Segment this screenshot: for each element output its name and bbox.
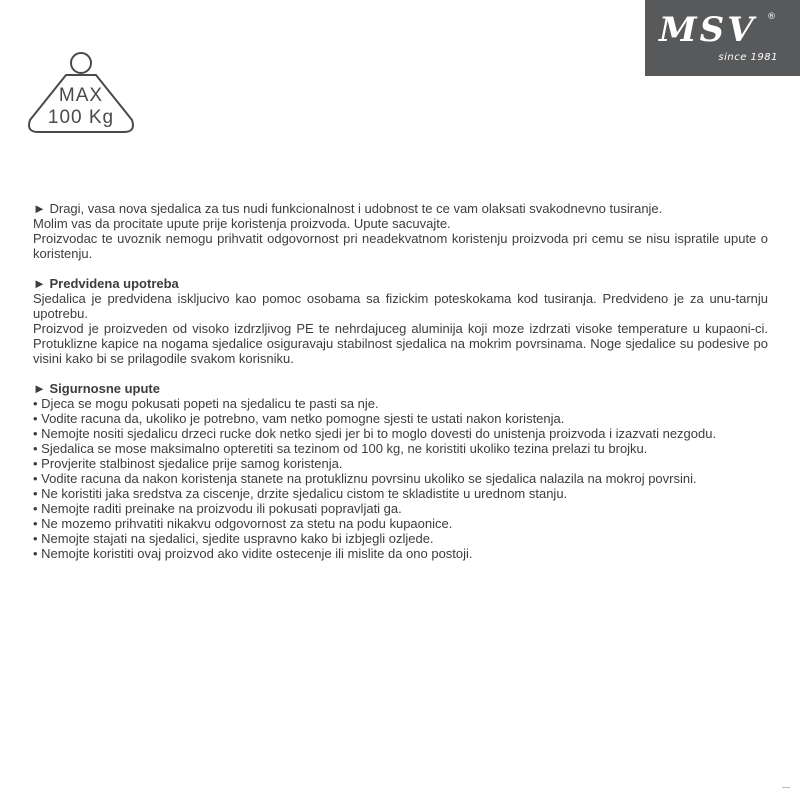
registered-mark: ®	[767, 12, 776, 22]
instructions-text	[33, 201, 768, 561]
page-edge-mark	[782, 787, 790, 788]
brand-logo	[645, 0, 800, 76]
list-item: • Ne koristiti jaka sredstva za ciscenje, drzite sjedalicu cistom te skladistite u urednom stanju.	[33, 486, 568, 501]
intended-use-section	[33, 276, 768, 366]
intended-use-heading: ► Predvidena upotreba	[33, 276, 179, 291]
safety-section	[33, 381, 768, 561]
list-item: • Ne mozemo prihvatiti nikakvu odgovornost za stetu na podu kupaonice.	[33, 516, 453, 531]
list-item: • Provjerite stalbinost sjedalice prije samog koristenja.	[33, 456, 343, 471]
brand-name: MSV	[659, 10, 757, 50]
list-item: • Nemojte stajati na sjedalici, sjedite uspravno kako bi izbjegli ozljede.	[33, 531, 434, 546]
weight-max-label: MAX	[58, 85, 104, 106]
intro-line-3: Proizvodac te uvoznik nemogu prihvatit odgovornost pri neadekvatnom koristenju proizvoda pri cemu se nisu ispratile upute o koristenju.	[33, 231, 768, 261]
weight-limit-label: 100 Kg	[47, 107, 115, 128]
intro-line-1: ► Dragi, vasa nova sjedalica za tus nudi funkcionalnost i udobnost te ce vam olaksati svakodnevno tusiranje.	[33, 201, 663, 216]
list-item: • Nemojte koristiti ovaj proizvod ako vidite ostecenje ili mislite da ono postoji.	[33, 546, 473, 561]
intended-use-para-2: Proizvod je proizveden od visoko izdrzljivog PE te nehrdajuceg aluminija koji moze izdrzati visoke temperature u kupaoni-ci. Protuklizne kapice na nogama sjedalice osiguravaju stabilnost sjedalica na mokrim povrsinama. Noge sjedalice su podesive po visini kako bi se prilagodile svakom korisniku.	[33, 321, 768, 366]
safety-heading: ► Sigurnosne upute	[33, 381, 160, 396]
intended-use-para-1: Sjedalica je predvidena iskljucivo kao pomoc osobama sa fizickim poteskokama kod tusiranja. Predvideno je za unu-tarnju upotrebu.	[33, 291, 768, 321]
list-item: • Nemojte raditi preinake na proizvodu ili pokusati popravljati ga.	[33, 501, 402, 516]
list-item: • Djeca se mogu pokusati popeti na sjedalicu te pasti sa nje.	[33, 396, 379, 411]
list-item: • Nemojte nositi sjedalicu drzeci rucke dok netko sjedi jer bi to moglo dovesti do unistenja proizvoda i izazvati nezgodu.	[33, 426, 717, 441]
list-item: • Vodite racuna da, ukoliko je potrebno, vam netko pomogne sjesti te ustati nakon koristenja.	[33, 411, 565, 426]
list-item: • Vodite racuna da nakon koristenja stanete na protukliznu povrsinu ukoliko se sjedalica nalazila na mokroj povrsini.	[33, 471, 697, 486]
brand-tagline: since 1981	[718, 52, 778, 63]
intro-line-2: Molim vas da procitate upute prije koristenja proizvoda. Upute sacuvajte.	[33, 216, 451, 231]
list-item: • Sjedalica se mose maksimalno opteretiti sa tezinom od 100 kg, ne koristiti ukoliko tezina prelazi tu brojku.	[33, 441, 648, 456]
